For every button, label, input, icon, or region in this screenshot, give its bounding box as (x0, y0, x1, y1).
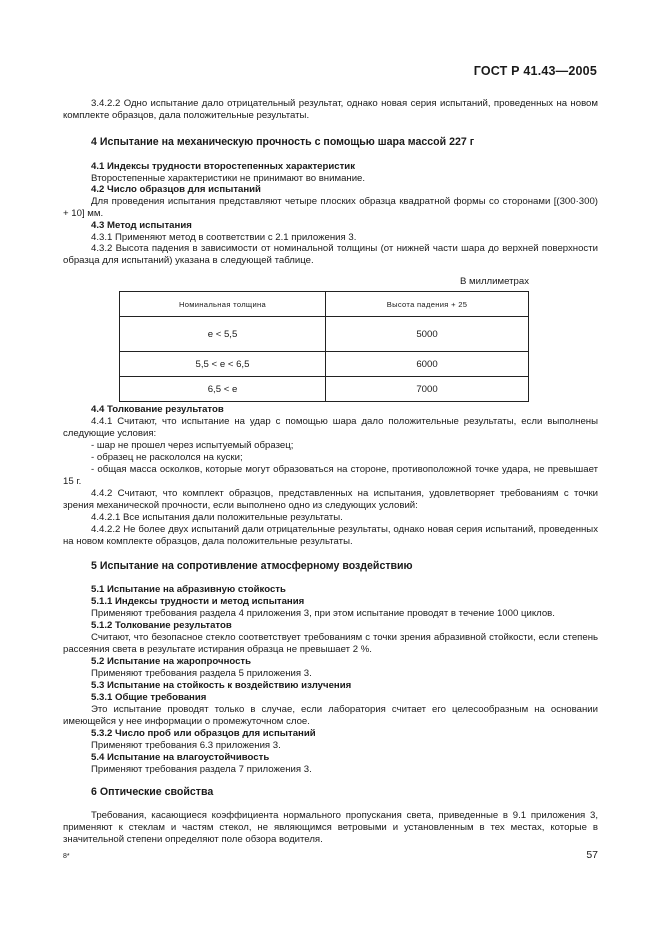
section-6-title: 6 Оптические свойства (91, 786, 214, 798)
section-4-title: 4 Испытание на механическую прочность с помощью шара массой 227 г (91, 136, 475, 148)
page-number: 57 (586, 849, 598, 861)
text-4-2: Для проведения испытания представляют четыре плоских образца квадратной формы со сторонами [(300·300) + 10] мм. (63, 196, 598, 220)
heading-5-3-1: 5.3.1 Общие требования (91, 692, 207, 703)
text-4-3-2: 4.3.2 Высота падения в зависимости от номинальной толщины (от нижней части шара до верхней поверхности образца для испытаний) указана в следующей таблице. (63, 243, 598, 267)
table-cell-thickness: е < 5,5 (120, 317, 326, 352)
heading-5-2: 5.2 Испытание на жаропрочность (91, 656, 252, 667)
heading-4-1: 4.1 Индексы трудности второстепенных характеристик (91, 161, 356, 172)
heading-5-3: 5.3 Испытание на стойкость к воздействию излучения (91, 680, 352, 691)
text-4-4-2: 4.4.2 Считают, что комплект образцов, представленных на испытания, удовлетворяет требованиям с точки зрения механической прочности, если выполнено одно из следующих условий: (63, 488, 598, 512)
table-cell-height: 7000 (326, 377, 529, 402)
text-4-4-1: 4.4.1 Считают, что испытание на удар с помощью шара дало положительные результаты, если выполнены следующие условия: (63, 416, 598, 440)
text-4-4-2-1: 4.4.2.1 Все испытания дали положительные результаты. (91, 512, 343, 523)
heading-4-2: 4.2 Число образцов для испытаний (91, 184, 261, 195)
table-cell-thickness: 5,5 < е < 6,5 (120, 352, 326, 377)
heading-5-1-2: 5.1.2 Толкование результатов (91, 620, 232, 631)
heading-5-4: 5.4 Испытание на влагоустойчивость (91, 752, 270, 763)
list-item: - общая масса осколков, которые могут образоваться на стороне, противоположной точке удара, не превышает 15 г. (63, 464, 598, 488)
text-4-1: Второстепенные характеристики не принимают во внимание. (91, 173, 366, 184)
footer-mark: 8* (63, 853, 70, 860)
heading-4-4: 4.4 Толкование результатов (91, 404, 224, 415)
drop-height-table (119, 291, 529, 402)
text-5-3-2: Применяют требования 6.3 приложения 3. (91, 740, 281, 751)
text-6: Требования, касающиеся коэффициента нормального пропускания света, приведенные в 9.1 приложения 3, применяют к стеклам и частям стекол, не являющимся ветровыми и установленным в тех местах, которые в значительной степени определяют поле обзора водителя. (63, 810, 598, 846)
text-5-2: Применяют требования раздела 5 приложения 3. (91, 668, 312, 679)
heading-5-1-1: 5.1.1 Индексы трудности и метод испытания (91, 596, 305, 607)
text-4-4-2-2: 4.4.2.2 Не более двух испытаний дали отрицательные результаты, однако новая серия испытаний, проведенных на новом комплекте образцов, дала положительные результаты. (63, 524, 598, 548)
text-5-4: Применяют требования раздела 7 приложения 3. (91, 764, 312, 775)
text-4-3-1: 4.3.1 Применяют метод в соответствии с 2.1 приложения 3. (91, 232, 357, 243)
standard-code: ГОСТ Р 41.43—2005 (473, 64, 597, 78)
heading-5-3-2: 5.3.2 Число проб или образцов для испытаний (91, 728, 316, 739)
text-5-1-1: Применяют требования раздела 4 приложения 3, при этом испытание проводят в течение 1000 циклов. (91, 608, 555, 619)
list-item: - образец не раскололся на куски; (91, 452, 243, 463)
table-cell-height: 5000 (326, 317, 529, 352)
table-header-thickness: Номинальная толщина (120, 292, 326, 317)
heading-5-1: 5.1 Испытание на абразивную стойкость (91, 584, 286, 595)
table-cell-thickness: 6,5 < е (120, 377, 326, 402)
paragraph-3-4-2-2: 3.4.2.2 Одно испытание дало отрицательный результат, однако новая серия испытаний, проведенных на новом комплекте образцов, дала положительные результаты. (63, 98, 598, 122)
text-5-3-1: Это испытание проводят только в случае, если лаборатория считает его целесообразным на основании имеющейся у нее информации о промежуточном слое. (63, 704, 598, 728)
section-5-title: 5 Испытание на сопротивление атмосферному воздействию (91, 560, 413, 572)
list-item: - шар не прошел через испытуемый образец; (91, 440, 294, 451)
table-cell-height: 6000 (326, 352, 529, 377)
heading-4-3: 4.3 Метод испытания (91, 220, 192, 231)
text-5-1-2: Считают, что безопасное стекло соответствует требованиям с точки зрения абразивной стойкости, если степень рассеяния света в результате истирания образца не превышает 2 %. (63, 632, 598, 656)
table-unit-note: В миллиметрах (459, 276, 529, 287)
table-header-height: Высота падения + 25 (326, 292, 529, 317)
